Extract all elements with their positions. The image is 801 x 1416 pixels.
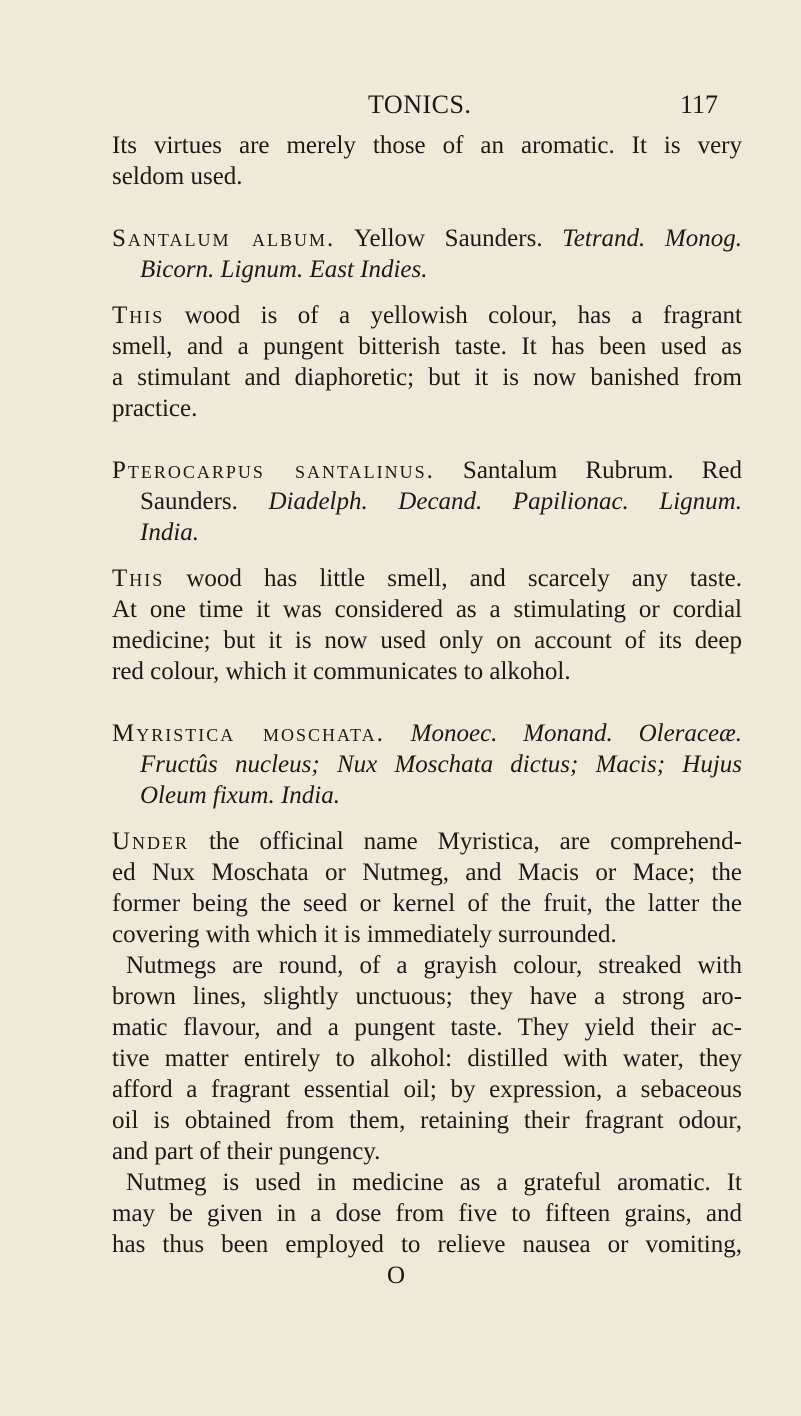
text-line: and part of their pungency. xyxy=(112,1138,381,1165)
botanical-name: Myristica moschata. xyxy=(112,720,385,747)
classification-continued: Oleum fixum. India. xyxy=(140,782,340,809)
text-line: Its virtues are merely those of an aromatic. It is very xyxy=(112,132,742,159)
common-name-continued: Saunders. xyxy=(140,488,269,515)
text-line: a stimulant and diaphoretic; but it is now banished from xyxy=(112,364,742,391)
entry-heading-santalum-album xyxy=(112,223,742,254)
entry-heading-continued xyxy=(112,486,742,517)
body-text xyxy=(112,130,742,1291)
classification-continued: Fructûs nucleus; Nux Moschata dictus; Macis; Hujus xyxy=(140,751,742,778)
paragraph-gap xyxy=(112,811,742,826)
text-line: may be given in a dose from five to fifteen grains, and xyxy=(112,1200,742,1227)
section-gap xyxy=(112,687,742,718)
text-line: medicine; but it is now used only on account of its deep xyxy=(112,627,742,654)
text-line: At one time it was considered as a stimulating or cordial xyxy=(112,596,742,623)
text-line: seldom used. xyxy=(112,163,243,190)
running-head xyxy=(0,90,801,124)
paragraph-gap xyxy=(112,285,742,300)
text-line: afford a fragrant essential oil; by expression, a sebaceous xyxy=(112,1076,742,1103)
text-line: brown lines, slightly unctuous; they have a strong aro- xyxy=(112,983,742,1010)
text-line: tive matter entirely to alkohol: distilled with water, they xyxy=(112,1045,742,1072)
text-line: Nutmegs are round, of a grayish colour, streaked with xyxy=(126,952,742,979)
text-line: Under the officinal name Myristica, are comprehend- xyxy=(112,828,742,855)
text-line: practice. xyxy=(112,395,198,422)
section-gap xyxy=(112,424,742,455)
common-name: Santalum Rubrum. Red xyxy=(434,457,742,484)
running-head-title: TONICS. xyxy=(368,90,472,119)
text-line: covering with which it is immediately surrounded. xyxy=(112,921,617,948)
lead-word: Under xyxy=(112,828,190,855)
classification-continued: India. xyxy=(140,519,200,546)
text-line: oil is obtained from them, retaining their fragrant odour, xyxy=(112,1107,742,1134)
text-line: has thus been employed to relieve nausea or vomiting, xyxy=(112,1231,742,1258)
text-line: This wood is of a yellowish colour, has a fragrant xyxy=(112,302,742,329)
common-name: Yellow Saunders. xyxy=(335,225,563,252)
botanical-name: Santalum album. xyxy=(112,225,336,252)
text-line: smell, and a pungent bitterish taste. It has been used as xyxy=(112,333,742,360)
text-line: former being the seed or kernel of the fruit, the latter the xyxy=(112,890,742,917)
text-line: matic flavour, and a pungent taste. They yield their ac- xyxy=(112,1014,742,1041)
classification: Diadelph. Decand. Papilionac. Lignum. xyxy=(268,488,742,515)
lead-word: This xyxy=(112,302,165,329)
lead-word: This xyxy=(112,565,165,592)
entry-heading-pterocarpus-santalinus xyxy=(112,455,742,486)
classification: Tetrand. Monog. xyxy=(562,225,742,252)
botanical-name: Pterocarpus santalinus. xyxy=(112,457,435,484)
text-line: This wood has little smell, and scarcely any taste. xyxy=(112,565,742,592)
text-line: red colour, which it communicates to alkohol. xyxy=(112,658,571,685)
classification: Monoec. Monand. Oleraceæ. xyxy=(410,720,743,747)
section-gap xyxy=(112,192,742,223)
text-line: ed Nux Moschata or Nutmeg, and Macis or Mace; the xyxy=(112,859,742,886)
text-line: Nutmeg is used in medicine as a grateful aromatic. It xyxy=(126,1169,742,1196)
classification-continued: Bicorn. Lignum. East Indies. xyxy=(140,256,428,283)
entry-heading-myristica-moschata xyxy=(112,718,742,749)
signature-mark: O xyxy=(387,1262,406,1289)
paragraph-gap xyxy=(112,548,742,563)
page-number: 117 xyxy=(680,90,719,119)
